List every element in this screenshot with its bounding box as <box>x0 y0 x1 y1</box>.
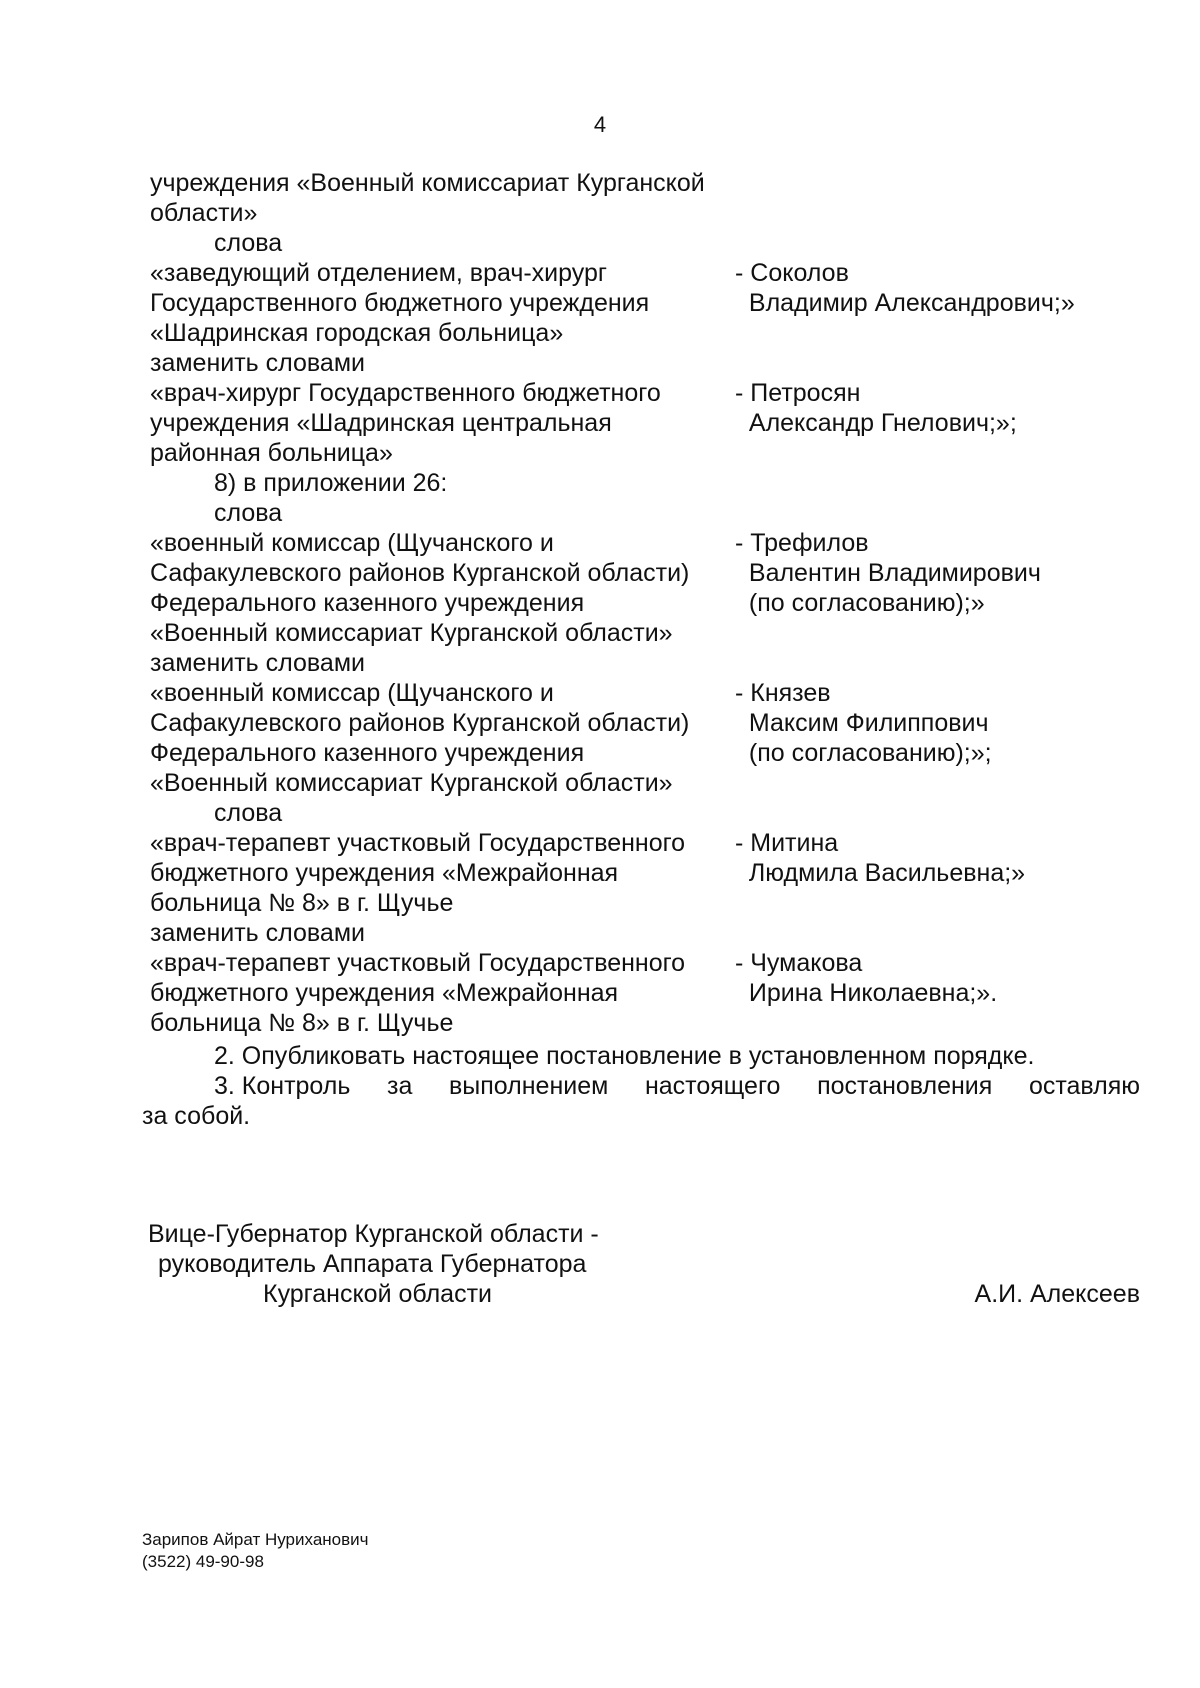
position-line: «Военный комиссариат Курганской области» <box>150 619 673 647</box>
document-body <box>150 168 1140 1038</box>
point-3 <box>150 1071 1140 1101</box>
person-name: Людмила Васильевна;» <box>735 859 1026 887</box>
entry-mitina <box>150 828 1140 918</box>
position-line: больница № 8» в г. Щучье <box>150 889 454 917</box>
signatory-title: руководитель Аппарата Губернатора <box>158 1250 587 1278</box>
position-line: «заведующий отделением, врач-хирург <box>150 259 608 287</box>
signatory-name: А.И. Алексеев <box>974 1280 1140 1308</box>
position-line: бюджетного учреждения «Межрайонная <box>150 859 619 887</box>
position-line: «врач-терапевт участковый Государственного <box>150 949 686 977</box>
position-line: «военный комиссар (Щучанского и <box>150 529 554 557</box>
position-line: больница № 8» в г. Щучье <box>150 1009 454 1037</box>
person-surname: - Соколов <box>735 259 849 287</box>
point-3-word: за <box>387 1072 413 1100</box>
replace-label: заменить словами <box>150 649 365 677</box>
position-line: «врач-хирург Государственного бюджетного <box>150 379 661 407</box>
executor-name: Зарипов Айрат Нуриханович <box>142 1530 369 1549</box>
person-name: Максим Филиппович <box>735 709 989 737</box>
position-line: Федерального казенного учреждения <box>150 739 585 767</box>
signatory-title: Курганской области <box>263 1280 493 1308</box>
person-surname: - Митина <box>735 829 839 857</box>
closing-points <box>142 1041 1140 1131</box>
executor-phone: (3522) 49-90-98 <box>142 1552 264 1571</box>
position-line: «Военный комиссариат Курганской области» <box>150 769 673 797</box>
person-name: Валентин Владимирович <box>735 559 1041 587</box>
person-name: Владимир Александрович;» <box>735 289 1075 317</box>
signatory-title: Вице-Губернатор Курганской области - <box>148 1220 599 1248</box>
replace-label: заменить словами <box>150 919 365 947</box>
replace-label: заменить словами <box>150 349 365 377</box>
page-number: 4 <box>593 112 607 137</box>
position-line: «врач-терапевт участковый Государственного <box>150 829 686 857</box>
entry-chumakova <box>150 948 1140 1038</box>
point-3-word: оставляю <box>1028 1072 1140 1100</box>
person-surname: - Князев <box>735 679 831 707</box>
position-line: «Шадринская городская больница» <box>150 319 564 347</box>
person-surname: - Чумакова <box>735 949 863 977</box>
person-surname: - Петросян <box>735 379 861 407</box>
executor-info <box>142 1529 369 1573</box>
signature-block <box>148 1219 1140 1309</box>
entry-knyazev <box>150 678 1140 798</box>
point-3-word: постановления <box>817 1072 993 1100</box>
point-3-continuation: за собой. <box>142 1102 251 1130</box>
position-line: бюджетного учреждения «Межрайонная <box>150 979 619 1007</box>
point-3-word: 3. Контроль <box>214 1072 351 1100</box>
person-name: Ирина Николаевна;». <box>735 979 998 1007</box>
position-line: районная больница» <box>150 439 393 467</box>
position-line: Федерального казенного учреждения <box>150 589 585 617</box>
person-note: (по согласованию);» <box>735 589 985 617</box>
entry-petrosyan <box>150 378 1140 468</box>
position-line: Государственного бюджетного учреждения <box>150 289 650 317</box>
point-3-word: настоящего <box>644 1072 781 1100</box>
words-label: слова <box>214 229 283 257</box>
point-3-word: выполнением <box>449 1072 609 1100</box>
person-name: Александр Гнелович;»; <box>735 409 1017 437</box>
person-note: (по согласованию);»; <box>735 739 992 767</box>
text-line: учреждения «Военный комиссариат Курганской <box>150 169 705 197</box>
position-line: Сафакулевского районов Курганской области) <box>150 559 690 587</box>
words-label: слова <box>214 499 283 527</box>
position-line: Сафакулевского районов Курганской области) <box>150 709 690 737</box>
position-line: учреждения «Шадринская центральная <box>150 409 612 437</box>
item-heading: 8) в приложении 26: <box>214 469 448 497</box>
entry-sokolov <box>150 258 1140 348</box>
person-surname: - Трефилов <box>735 529 869 557</box>
text-line: области» <box>150 199 258 227</box>
position-line: «военный комиссар (Щучанского и <box>150 679 554 707</box>
entry-trefilov <box>150 528 1140 648</box>
point-2: 2. Опубликовать настоящее постановление в установленном порядке. <box>214 1042 1035 1070</box>
words-label: слова <box>214 799 283 827</box>
